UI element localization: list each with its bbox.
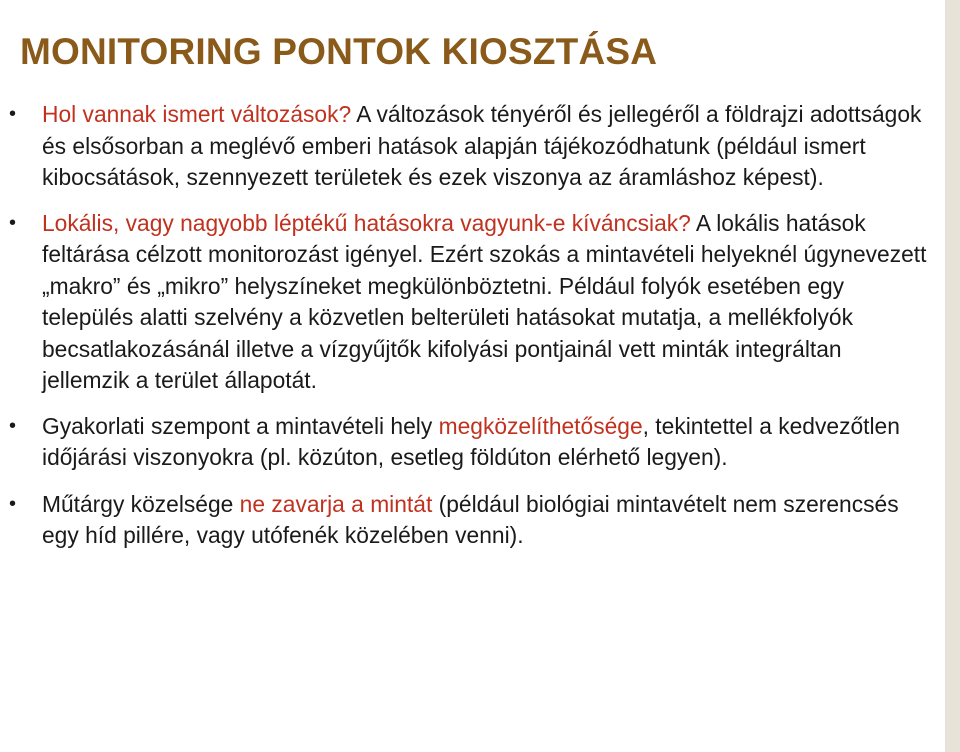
bullet-highlight: megközelíthetősége	[438, 412, 643, 439]
bullet-item-accessibility	[0, 411, 930, 474]
bullet-icon: •	[9, 211, 17, 234]
slide-title: MONITORING PONTOK KIOSZTÁSA	[20, 31, 658, 72]
bullet-list	[0, 99, 930, 552]
bullet-text-after: (például biológiai mintavételt nem szerencsés egy híd pillére, vagy utófenék közelében venni).	[42, 490, 899, 548]
bullet-item-known-changes	[0, 99, 930, 194]
bullet-highlight: ne zavarja a mintát	[239, 490, 433, 517]
right-edge-bar	[945, 0, 960, 752]
bullet-text-before: Gyakorlati szempont a mintavételi hely	[42, 412, 439, 439]
bullet-icon: •	[9, 492, 17, 515]
bullet-text-before: Műtárgy közelsége	[42, 490, 240, 517]
bullet-highlight: Hol vannak ismert változások?	[42, 101, 352, 127]
bullet-text: A változások tényéről és jellegéről a földrajzi adottságok és elsősorban a meglévő emberi hatások alapján tájékozódhatunk (például ismert kibocsátások, szennyezett területek és ezek viszonya az áramláshoz képest).	[42, 101, 922, 190]
bullet-text-after: , tekintettel a kedvezőtlen időjárási viszonyokra (pl. közúton, esetleg földúton elérhető legyen).	[42, 412, 900, 470]
bullet-icon: •	[9, 103, 17, 125]
bullet-text: A lokális hatások feltárása célzott monitorozást igényel. Ezért szokás a mintavételi helyeknél úgynevezett „makro” és „mikro” helyszíneket megkülönböztetni. Például folyók esetében egy település alatti szelvény a közvetlen belterületi hatásokat mutatja, a mellékfolyók becsatlakozásánál illetve a vízgyűjtők kifolyási pontjainál vett minták integráltan jellemzik a terület állapotát.	[42, 209, 927, 393]
bullet-icon: •	[9, 414, 17, 437]
bullet-highlight: Lokális, vagy nagyobb léptékű hatásokra vagyunk-e kíváncsiak?	[42, 209, 691, 236]
bullet-item-structures	[0, 489, 930, 552]
bullet-item-local-effects	[0, 208, 930, 397]
